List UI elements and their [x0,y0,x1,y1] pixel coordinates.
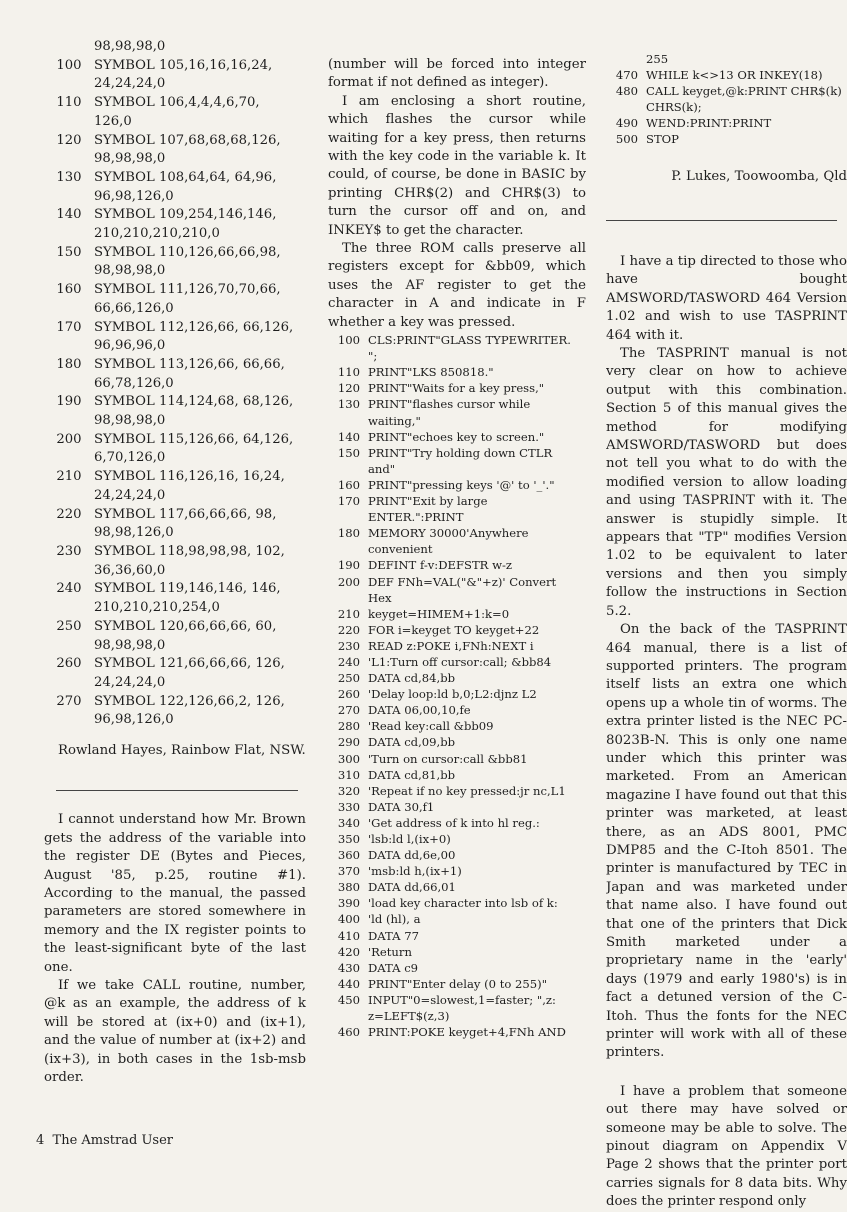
line-code: DATA 30,f1 [368,799,435,814]
column-2 [328,56,586,1040]
line-code: 'load key character into lsb of k: [368,896,558,911]
line-code: 98,98,98,0 [94,413,166,429]
line-code: MEMORY 30000'Anywhere [368,526,529,541]
line-number: 110 [337,365,360,380]
line-number: 260 [337,687,360,702]
program-line [44,412,306,431]
line-number: 220 [56,506,82,522]
line-number: 360 [337,848,360,863]
line-code: ENTER.":PRINT [368,510,464,525]
line-number: 150 [56,244,82,260]
line-code: 'Read key:call &bb09 [368,719,494,734]
line-code: 24,24,24,0 [94,487,166,503]
program-line [44,75,306,94]
program-line [328,911,586,927]
line-code: PRINT"Exit by large [368,494,488,509]
line-number: 370 [337,864,360,879]
program-line [44,487,306,506]
basic-listing-glass-typewriter [328,332,586,1040]
program-line [44,693,306,712]
program-line [44,449,306,468]
line-number: 100 [56,57,82,73]
line-number: 170 [337,494,360,509]
line-code: 36,36,60,0 [94,562,166,578]
line-number: 300 [337,751,360,766]
program-line [44,506,306,525]
program-line [606,67,847,83]
line-code: FOR i=keyget TO keyget+22 [368,622,540,637]
program-line [606,131,847,147]
line-number: 160 [337,477,360,492]
program-line [44,599,306,618]
program-line [328,1024,586,1040]
program-line [328,590,586,606]
program-line [44,169,306,188]
program-line [44,150,306,169]
line-code: CHRS(k); [646,100,702,115]
line-number: 160 [56,282,82,298]
paragraph: (number will be forced into integer format if not defined as integer). [328,57,586,91]
program-line [44,300,306,319]
program-line [44,113,306,132]
line-code: CALL keyget,@k:PRINT CHR$(k) [646,84,842,99]
program-line [44,244,306,263]
line-code: 210,210,210,254,0 [94,600,220,616]
program-line [44,618,306,637]
line-code: Hex [368,590,392,605]
line-code: PRINT"LKS 850818." [368,365,494,380]
program-line [328,638,586,654]
line-code: 'msb:ld h,(ix+1) [368,864,462,879]
program-line [328,445,586,461]
line-code: convenient [368,542,433,557]
program-line [328,863,586,879]
program-line [328,493,586,509]
program-line [328,477,586,493]
program-line [44,132,306,151]
line-code: SYMBOL 111,126,70,70,66, [94,282,281,298]
program-line [44,225,306,244]
program-line [328,380,586,396]
program-line [328,396,586,412]
program-line [44,637,306,656]
line-number: 440 [337,976,360,991]
program-line [328,622,586,638]
line-code: PRINT"echoes key to screen." [368,429,545,444]
program-line [328,606,586,622]
line-code: DATA cd,09,bb [368,735,456,750]
line-number: 150 [337,445,360,460]
line-number: 180 [56,356,82,372]
line-code: PRINT"Enter delay (0 to 255)" [368,976,548,991]
column-1 [44,38,306,1088]
line-code: and" [368,461,396,476]
program-line [328,992,586,1008]
program-line [44,655,306,674]
paragraph: I have a tip directed to those who have bought AMSWORD/TASWORD 464 Version 1.02 and wish to use TASPRINT 464 with it. [606,253,847,343]
line-number: 190 [56,394,82,410]
line-code: 98,98,98,0 [94,151,166,167]
program-line [328,815,586,831]
line-code: 'ld (hl), a [368,912,421,927]
publication-name: The Amstrad User [52,1133,173,1148]
letter-body-tasprint-tip [606,253,847,1212]
program-line [328,348,586,364]
letter-signature-lukes: P. Lukes, Toowoomba, Qld [671,168,847,184]
line-code: DEF FNh=VAL("&"+z)' Convert [368,574,557,589]
program-line [606,99,847,115]
paragraph: The three ROM calls preserve all registers except for &bb09, which uses the AF register to get the character in A and indicate in F whether a key was pressed. [328,241,586,330]
line-code: PRINT:POKE keyget+4,FNh AND [368,1025,566,1040]
line-code: 66,66,126,0 [94,300,174,316]
line-code: PRINT"pressing keys '@' to '_'." [368,477,555,492]
line-number: 140 [337,429,360,444]
line-code: 98,98,126,0 [94,525,174,541]
program-line [328,557,586,573]
line-code: WEND:PRINT:PRINT [646,116,772,131]
line-number: 230 [337,638,360,653]
program-line [44,524,306,543]
line-code: 96,98,126,0 [94,712,174,728]
program-line [44,468,306,487]
program-line [44,188,306,207]
page-footer [36,1133,173,1148]
line-code: 24,24,24,0 [94,76,166,92]
line-number: 310 [337,767,360,782]
program-line [328,541,586,557]
line-number: 330 [337,799,360,814]
line-number: 450 [337,992,360,1007]
line-number: 130 [337,397,360,412]
line-code: 'Return [368,944,412,959]
line-code: PRINT"Waits for a key press," [368,381,545,396]
line-code: DATA 06,00,10,fe [368,703,471,718]
program-line [328,847,586,863]
line-code: STOP [646,132,679,147]
basic-listing-symbols [44,38,306,730]
program-line [44,94,306,113]
letter-signature-hayes: Rowland Hayes, Rainbow Flat, NSW. [58,743,306,759]
line-code: SYMBOL 109,254,146,146, [94,207,277,223]
line-code: "; [368,349,378,364]
program-line [44,206,306,225]
line-number: 250 [337,671,360,686]
line-code: 'lsb:ld l,(ix+0) [368,832,451,846]
paragraph: I am enclosing a short routine, which flashes the cursor while waiting for a key press, then returns with the key code in the variable k. It could, of course, be done in BASIC by printing CHR$(2) and CHR$(3) to turn the cursor off and on, and INKEY$ to get the character. [328,93,586,238]
line-code: SYMBOL 116,126,16, 16,24, [94,469,285,485]
line-number: 230 [56,543,82,559]
program-line [328,734,586,750]
line-number: 460 [337,1025,360,1040]
line-number: 380 [337,880,360,895]
line-code: PRINT"Try holding down CTLR [368,445,553,460]
line-code: DATA c9 [368,960,419,975]
line-code: INPUT"0=slowest,1=faster; ",z: [368,992,556,1007]
line-number: 140 [56,207,82,223]
line-number: 470 [615,68,638,83]
line-code: 'L1:Turn off cursor:call; &bb84 [368,654,552,669]
program-line [328,879,586,895]
program-line [328,525,586,541]
program-line [328,799,586,815]
line-number: 110 [56,95,82,111]
program-line [328,783,586,799]
line-code: 98,98,98,0 [94,637,166,653]
line-code: DATA cd,84,bb [368,671,456,686]
program-line [44,431,306,450]
line-code: DATA dd,6e,00 [368,848,456,863]
program-line [328,686,586,702]
line-code: DEFINT f-v:DEFSTR w-z [368,558,513,573]
program-line [44,337,306,356]
line-code: 96,96,96,0 [94,338,166,354]
line-code: 'Delay loop:ld b,0;L2:djnz L2 [368,687,537,702]
line-code: 'Repeat if no key pressed:jr nc,L1 [368,783,566,798]
program-line [328,718,586,734]
program-line [328,928,586,944]
line-number: 270 [56,693,82,709]
program-line [328,960,586,976]
line-code: SYMBOL 105,16,16,16,24, [94,57,273,73]
page-number: 4 [36,1133,45,1148]
line-code: SYMBOL 115,126,66, 64,126, [94,431,294,447]
program-line [44,319,306,338]
line-number: 100 [337,333,360,348]
line-code: 96,98,126,0 [94,188,174,204]
program-line [328,654,586,670]
line-code: DATA 77 [368,928,419,943]
program-line [44,674,306,693]
line-code: SYMBOL 119,146,146, 146, [94,581,281,597]
line-number: 210 [56,469,82,485]
program-line [44,562,306,581]
paragraph: I have a problem that someone out there may have solved or someone may be able to solve. The pinout diagram on Appendix V Page 2 shows that the printer port carries signals for 8 data bits. Why does the printer respond only [606,1083,847,1210]
program-line [44,375,306,394]
line-number: 220 [337,622,360,637]
line-code: z=LEFT$(z,3) [368,1009,450,1024]
paragraph: I cannot understand how Mr. Brown gets the address of the variable into the register DE (Bytes and Pieces, August '85, p.25, routine #1). According to the manual, the passed parameters are stored somewhere in memory and the IX register points to the least-significant byte of the last one. [44,812,306,975]
program-line [44,38,306,57]
program-line [606,51,847,67]
paragraph: On the back of the TASPRINT 464 manual, there is a list of supported printers. The program itself lists an extra one which opens up a whole tin of worms. The extra printer listed is the NEC PC-8023B-N. This is only one name under which this printer was marketed. From an American magazine I have found out that this printer was marketed, at least there, as an ADS 8001, PMC DMP85 and the C-Itoh 8501. The printer is manufactured by TEC in Japan and was marketed under that name also. I have found out that one of the printers that Dick Smith marketed under a proprietary name in the 'early' days (1979 and early 1980's) is in fact a detuned version of the C-Itoh. Thus the fonts for the NEC printer will work with all of these printers. [606,622,847,1061]
line-code: DATA cd,81,bb [368,767,456,782]
column-3 [606,51,847,1212]
line-number: 480 [615,84,638,99]
program-line [328,364,586,380]
program-line [328,670,586,686]
line-number: 240 [56,581,82,597]
line-code: 'Get address of k into hl reg.: [368,815,540,830]
program-line [328,702,586,718]
line-number: 260 [56,656,82,672]
program-line [328,429,586,445]
line-number: 500 [615,132,638,147]
line-code: CLS:PRINT"GLASS TYPEWRITER. [368,333,571,348]
line-number: 390 [337,896,360,911]
program-line [44,580,306,599]
line-number: 250 [56,618,82,634]
line-code: SYMBOL 118,98,98,98, 102, [94,543,285,559]
line-code: PRINT"flashes cursor while [368,397,531,412]
line-code: 'Turn on cursor:call &bb81 [368,751,528,766]
basic-listing-continued [606,51,847,148]
line-number: 120 [56,132,82,148]
line-code: 6,70,126,0 [94,450,166,466]
line-number: 130 [56,169,82,185]
program-line [328,895,586,911]
line-code: 98,98,98,0 [94,263,166,279]
line-number: 200 [56,431,82,447]
line-code: SYMBOL 112,126,66, 66,126, [94,319,294,335]
line-number: 280 [337,719,360,734]
line-number: 410 [337,928,360,943]
paragraph: If we take CALL routine, number, @k as an example, the address of k will be stored at (ix+0) and (ix+1), and the value of number at (ix+2) and (ix+3), in both cases in the 1sb-msb order. [44,978,306,1086]
line-number: 210 [337,606,360,621]
line-number: 420 [337,944,360,959]
line-code: SYMBOL 117,66,66,66, 98, [94,506,277,522]
line-number: 170 [56,319,82,335]
program-line [44,356,306,375]
line-code: READ z:POKE i,FNh:NEXT i [368,638,534,653]
line-code: 24,24,24,0 [94,674,166,690]
line-number: 320 [337,783,360,798]
line-code: 210,210,210,210,0 [94,226,220,242]
line-code: SYMBOL 114,124,68, 68,126, [94,394,294,410]
line-code: SYMBOL 110,126,66,66,98, [94,244,281,260]
program-line [606,115,847,131]
program-line [328,413,586,429]
line-code: SYMBOL 106,4,4,4,6,70, [94,95,260,111]
program-line [44,393,306,412]
line-number: 120 [337,381,360,396]
line-code: waiting," [368,413,421,428]
line-number: 490 [615,116,638,131]
line-code: 255 [646,52,669,66]
program-line [606,83,847,99]
program-line [328,831,586,847]
line-code: 98,98,98,0 [94,39,166,54]
letter-body-cursor-routine [328,56,586,332]
line-number: 270 [337,703,360,718]
line-code: SYMBOL 113,126,66, 66,66, [94,356,285,372]
line-number: 290 [337,735,360,750]
line-number: 190 [337,558,360,573]
program-line [44,543,306,562]
program-line [328,574,586,590]
program-line [328,976,586,992]
line-number: 200 [337,574,360,589]
line-code: DATA dd,66,01 [368,880,456,895]
line-code: SYMBOL 108,64,64, 64,96, [94,169,277,185]
line-number: 350 [337,832,360,846]
paragraph: The TASPRINT manual is not very clear on how to achieve output with this combination. Section 5 of this manual gives the method for modifying AMSWORD/TASWORD but does not tell you what to do with the modified version to allow loading and using TASPRINT with it. The answer is stupidly simple. It appears that "TP" modifies Version 1.02 to be equivalent to later versions and then you simply follow the instructions in Section 5.2. [606,346,847,619]
program-line [44,711,306,730]
program-line [328,332,586,348]
line-number: 400 [337,912,360,927]
line-number: 430 [337,960,360,975]
program-line [328,944,586,960]
program-line [328,1008,586,1024]
line-code: WHILE k<>13 OR INKEY(18) [646,68,823,83]
line-code: SYMBOL 121,66,66,66, 126, [94,656,285,672]
line-code: 126,0 [94,113,132,129]
program-line [328,767,586,783]
line-number: 180 [337,526,360,541]
line-number: 340 [337,815,360,830]
program-line [44,281,306,300]
line-code: SYMBOL 122,126,66,2, 126, [94,693,285,709]
program-line [328,509,586,525]
line-code: SYMBOL 107,68,68,68,126, [94,132,281,148]
program-line [44,57,306,76]
line-number: 240 [337,654,360,669]
program-line [328,751,586,767]
program-line [44,262,306,281]
line-code: SYMBOL 120,66,66,66, 60, [94,618,277,634]
line-code: 66,78,126,0 [94,375,174,391]
line-code: keyget=HIMEM+1:k=0 [368,606,510,621]
program-line [328,461,586,477]
letter-body-brown-query [44,811,306,1087]
